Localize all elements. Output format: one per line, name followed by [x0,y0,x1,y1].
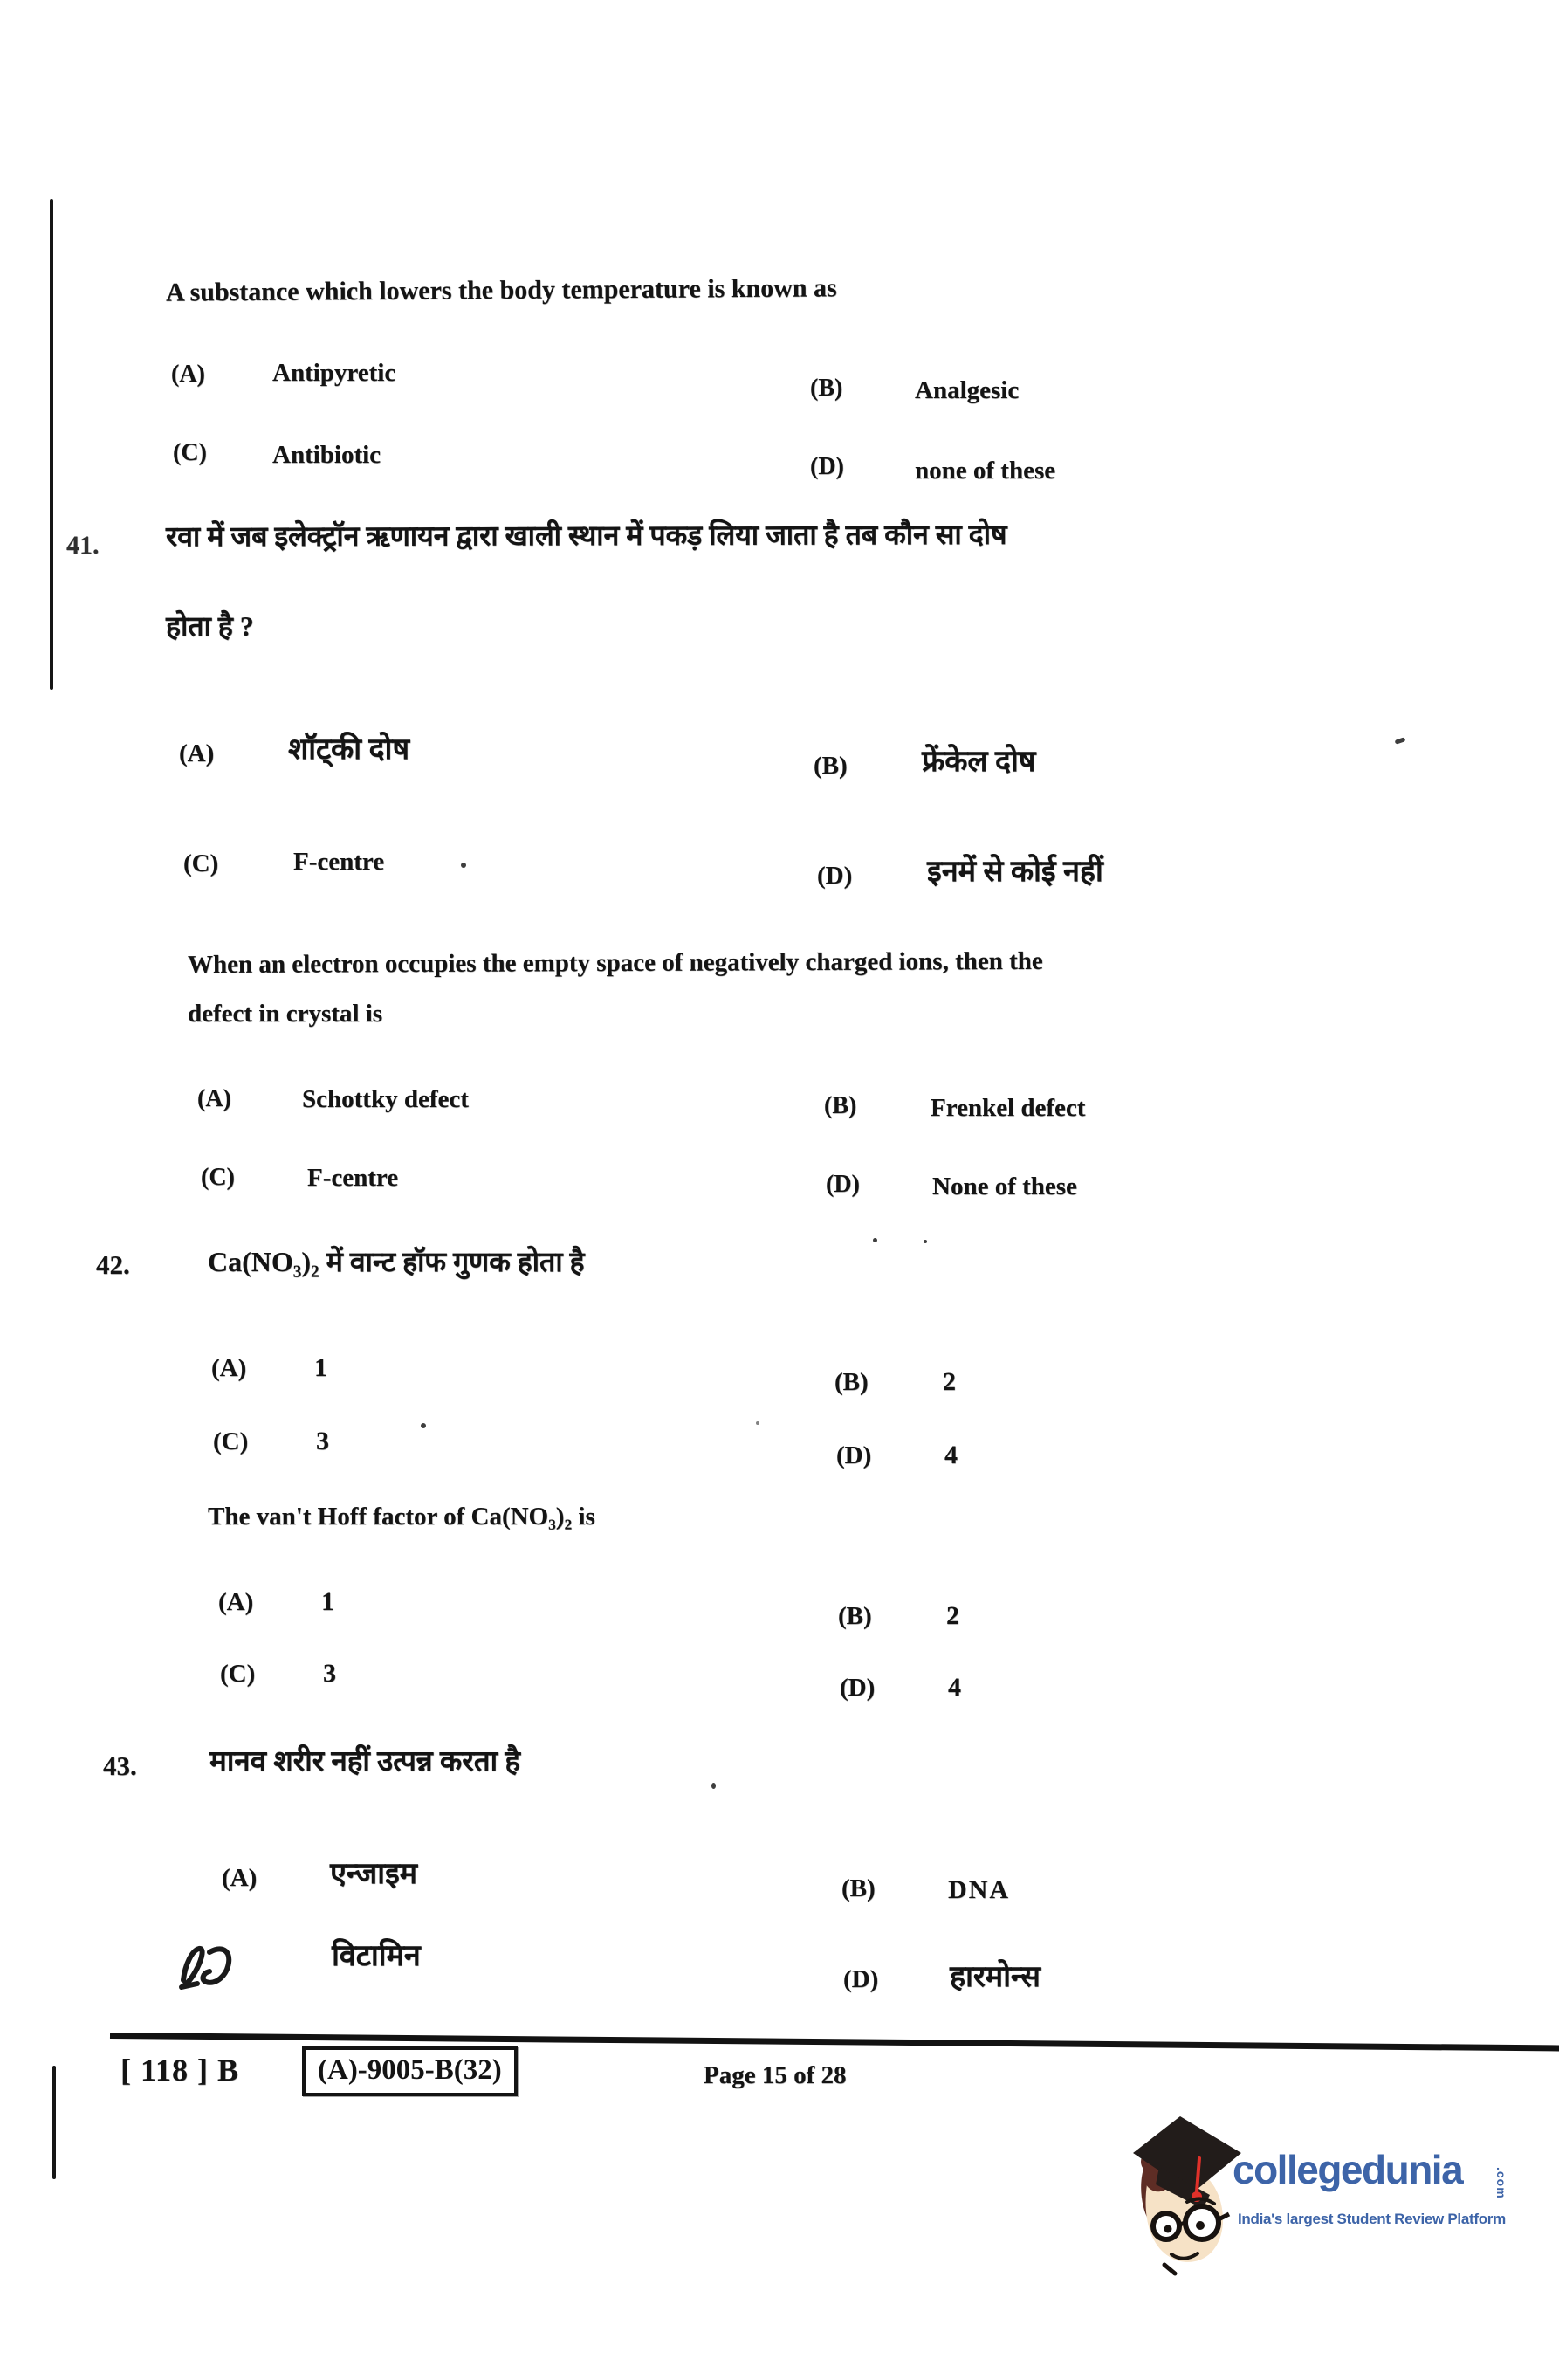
q41-hindi-option-d-marker: (D) [817,862,853,890]
q42-hindi-option-b-label: 2 [943,1367,956,1396]
q43-option-c-label: विटामिन [332,1940,421,1972]
collegedunia-mascot-icon [1124,2116,1255,2282]
q41-english-option-c-label: F-centre [307,1164,399,1192]
q41-question-hindi-line2: होता है ? [166,610,254,642]
q41-question-english-line1: When an electron occupies the empty space of negatively charged ions, then the [187,946,1043,980]
q42-question-english: The van't Hoff factor of Ca(NO₃)₂ is [208,1503,595,1530]
q41-hindi-option-c-label: F-centre [293,848,385,876]
q42-hindi-option-c-marker: (C) [213,1427,249,1455]
q40-option-c-marker: (C) [173,439,207,466]
q43-option-b-marker: (B) [841,1874,876,1902]
q41-hindi-option-c-marker: (C) [183,850,219,877]
q40-option-b-label: Analgesic [915,376,1020,404]
q43-option-a-label: एन्जाइम [330,1858,417,1890]
q42-hindi-option-d-marker: (D) [836,1441,872,1469]
q42-hindi-option-a-label: 1 [314,1353,327,1382]
scan-speck [421,1423,426,1428]
q40-option-d-label: none of these [915,457,1056,485]
footer-paper-code-box [302,2046,518,2096]
collegedunia-tld: .com [1494,2167,1508,2199]
q42-english-option-a-marker: (A) [218,1588,254,1616]
q42-english-option-b-marker: (B) [838,1602,872,1630]
q41-english-option-c-marker: (C) [201,1164,235,1191]
q40-question-text: A substance which lowers the body temperature is known as [165,273,837,307]
scan-speck [756,1421,759,1425]
q42-hindi-option-a-marker: (A) [211,1354,247,1382]
q43-option-c-scribbled-marker [171,1940,241,1996]
collegedunia-tagline: India's largest Student Review Platform [1238,2211,1506,2227]
collegedunia-wordmark: collegedunia [1233,2147,1463,2192]
q42-hindi-option-b-marker: (B) [834,1368,869,1396]
q42-hindi-option-d-label: 4 [944,1441,958,1469]
q41-english-option-a-marker: (A) [197,1085,231,1112]
q40-option-c-label: Antibiotic [272,441,381,469]
q42-english-option-d-marker: (D) [840,1674,876,1702]
q40-option-a-label: Antipyretic [272,359,396,387]
scan-margin-line-bottom [52,2066,56,2179]
q43-option-d-marker: (D) [843,1965,879,1993]
q43-option-d-label: हारमोन्स [950,1961,1040,1993]
q42-hindi-option-c-label: 3 [316,1427,329,1455]
scan-speck [711,1783,716,1789]
q41-hindi-option-b-marker: (B) [814,752,848,780]
q42-english-option-c-label: 3 [323,1659,336,1688]
scan-speck [1395,737,1406,744]
q43-option-b-label: DNA [948,1875,1010,1904]
q42-english-option-d-label: 4 [948,1673,961,1702]
q41-hindi-option-a-marker: (A) [179,739,215,767]
q41-english-option-d-label: None of these [932,1173,1077,1200]
q41-question-english-line2: defect in crystal is [188,1000,383,1028]
q41-english-option-b-marker: (B) [824,1092,857,1119]
q42-english-option-c-marker: (C) [220,1660,256,1688]
q41-hindi-option-a-label: शॉट्की दोष [288,733,409,766]
q43-option-a-marker: (A) [222,1864,258,1892]
q41-number: 41. [66,531,100,560]
q41-hindi-option-d-label: इनमें से कोई नहीं [927,856,1103,888]
q42-english-option-a-label: 1 [321,1587,334,1616]
q42-question-hindi: Ca(NO₃)₂ में वान्ट हॉफ गुणक होता है [208,1246,585,1277]
footer-paper-code: (A)-9005-B(32) [318,2054,502,2086]
scan-margin-line-top [50,199,53,690]
q41-english-option-b-label: Frenkel defect [931,1094,1086,1122]
footer-booklet-code: [ 118 ] B [120,2053,240,2088]
q40-option-d-marker: (D) [810,453,844,480]
scan-speck [873,1238,877,1242]
q40-option-a-marker: (A) [171,361,205,388]
q41-english-option-a-label: Schottky defect [302,1085,469,1113]
q41-english-option-d-marker: (D) [826,1171,860,1198]
footer-page-indicator: Page 15 of 28 [704,2061,847,2089]
q40-option-b-marker: (B) [810,375,843,402]
q41-hindi-option-b-label: फ्रेंकेल दोष [922,746,1036,778]
q41-question-hindi-line1: रवा में जब इलेक्ट्रॉन ऋणायन द्वारा खाली स्थान में पकड़ लिया जाता है तब कौन सा दोष [165,518,1007,553]
q43-question-hindi: मानव शरीर नहीं उत्पन्न करता है [209,1746,520,1778]
q42-number: 42. [96,1249,130,1280]
q43-number: 43. [103,1751,137,1781]
scan-speck [924,1240,927,1243]
scan-speck [461,863,466,868]
q42-english-option-b-label: 2 [946,1601,959,1630]
